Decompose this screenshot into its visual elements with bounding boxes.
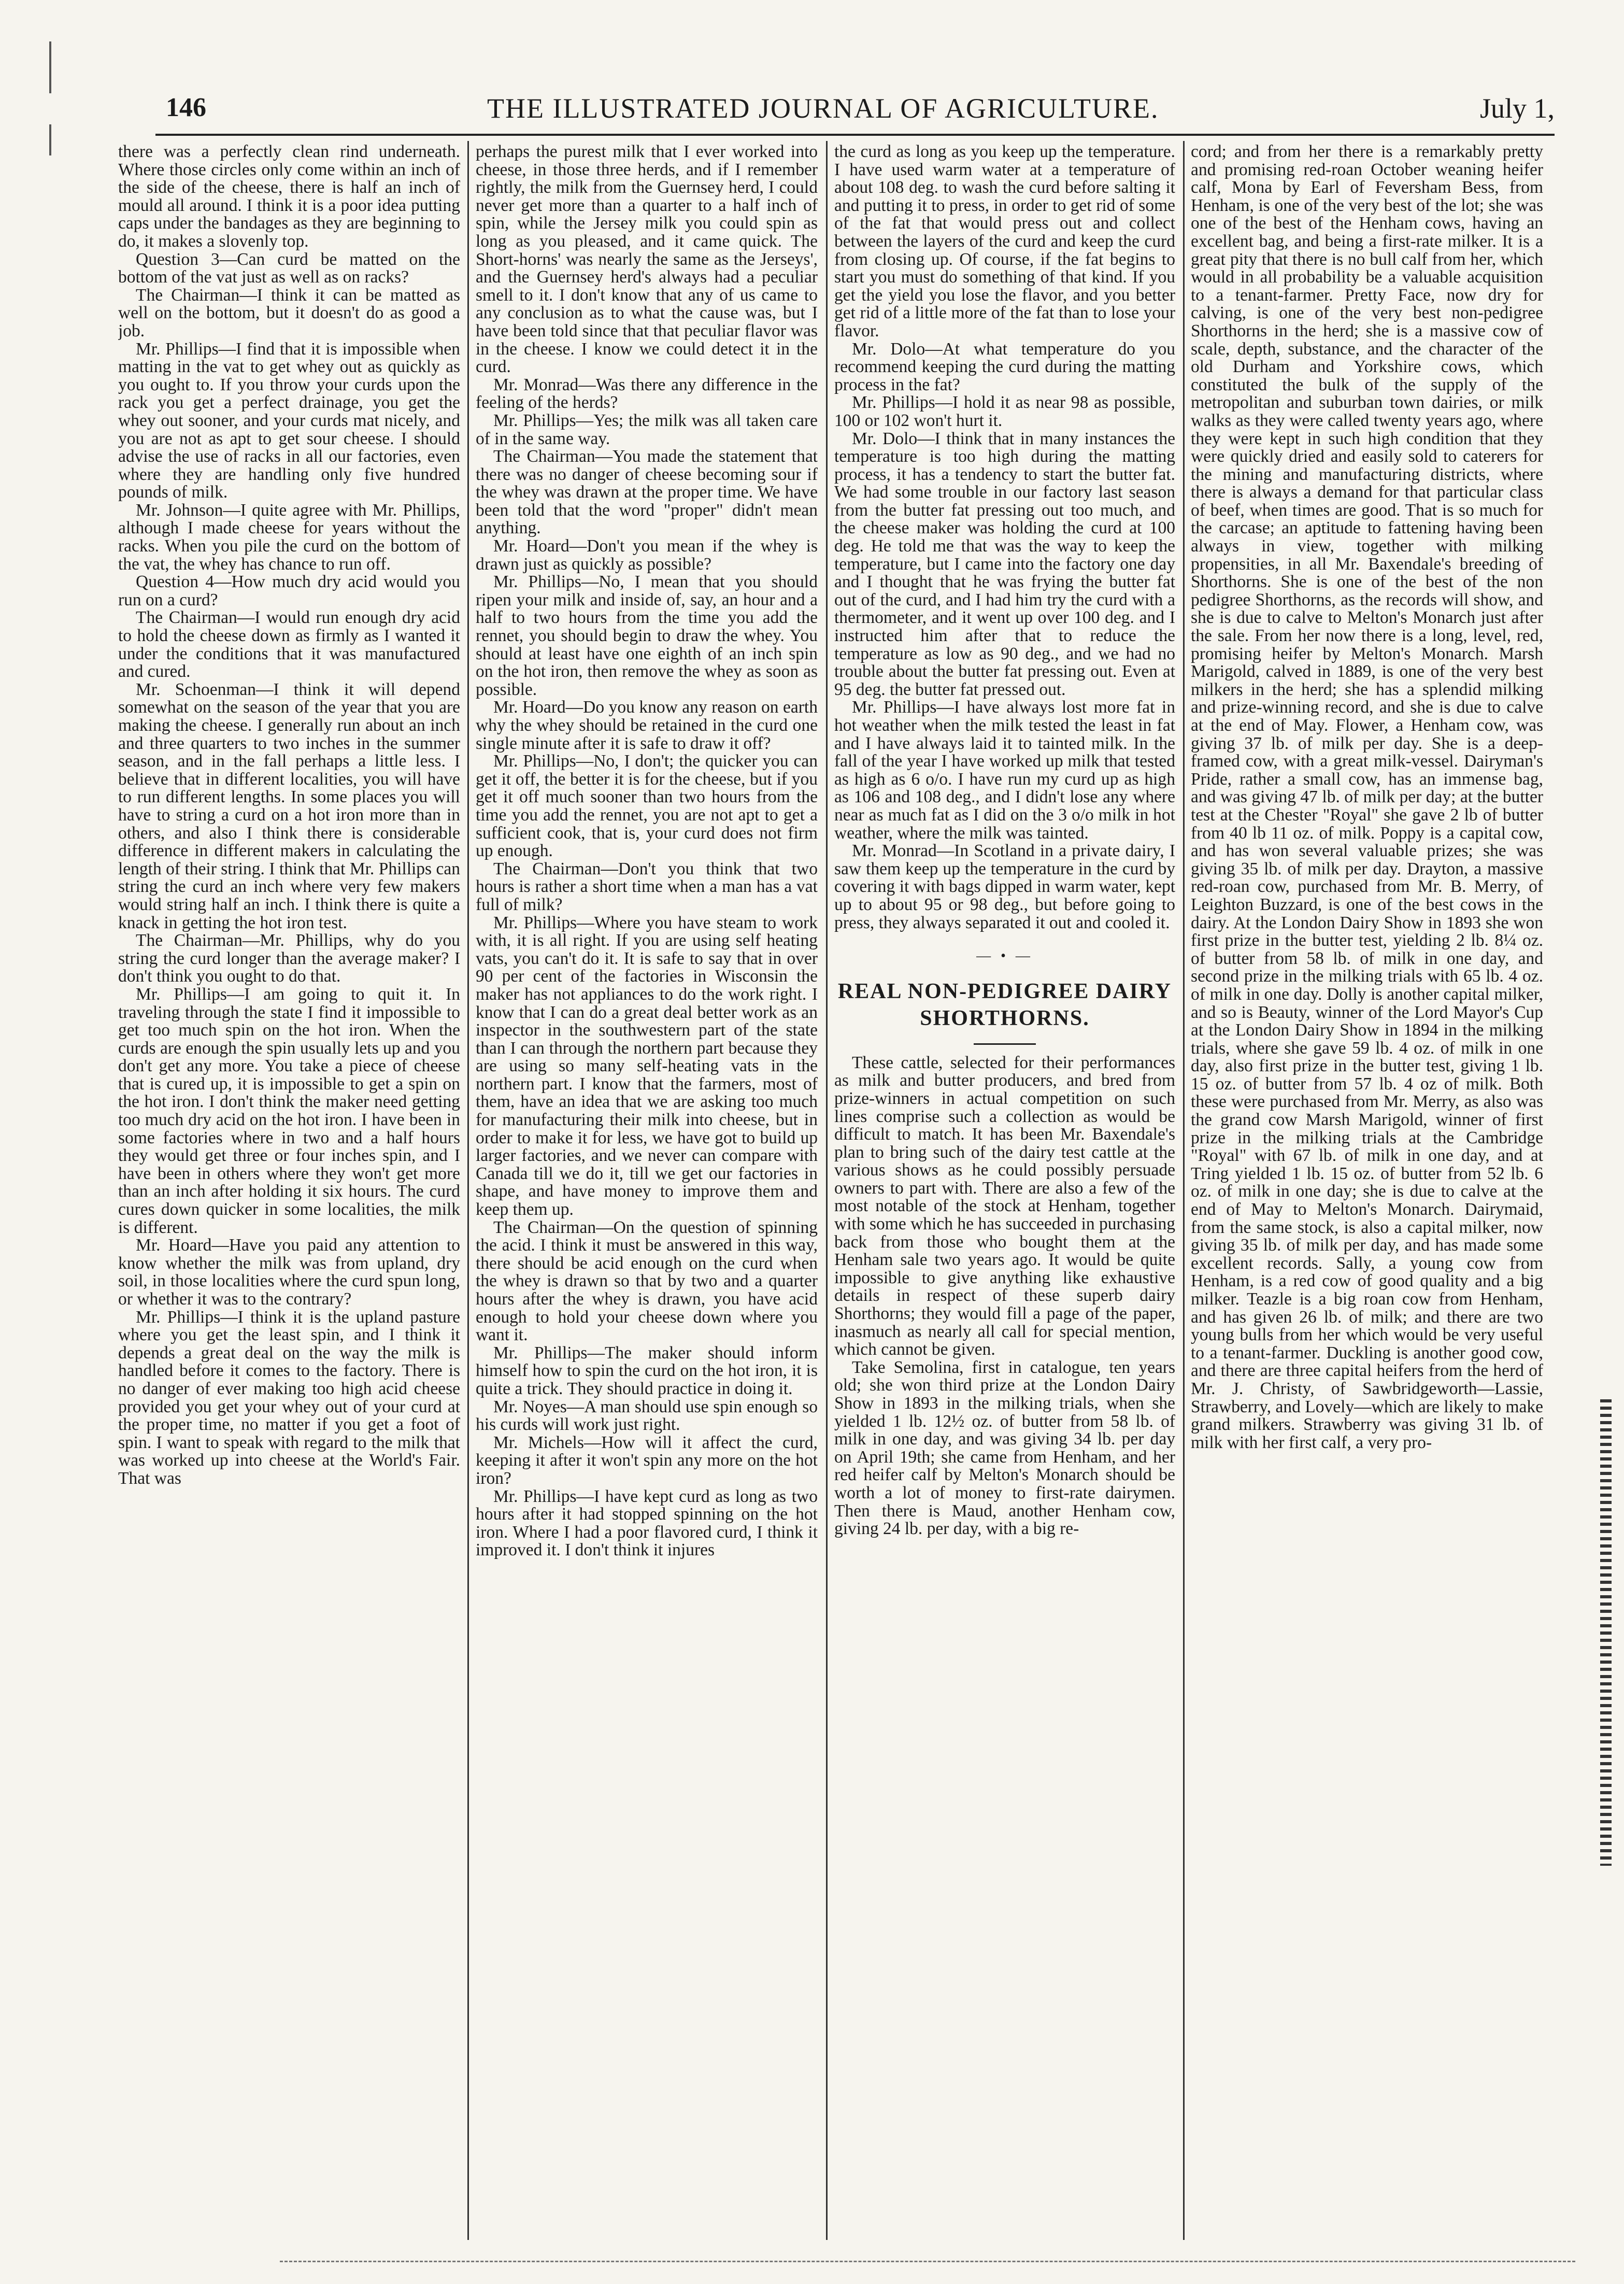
paragraph: The Chairman—Don't you think that two hours is rather a short time when a man has a vat full of milk?: [476, 859, 818, 914]
scan-edge-mark: [49, 41, 51, 93]
paragraph: Mr. Schoenman—I think it will depend somewhat on the season of the year that you are making the cheese. I generally run about an inch and three quarters to two inches in the summer season, and in the fall perhaps a little less. I believe that in different localities, you will have to run different lengths. In some places you will have to string a curd on a hot iron more than in others, and also I think there is considerable difference in different makers in calculating the length of their string. I think that Mr. Phillips can string the curd an inch where very few makers would string half an inch. I think there is quite a knack in getting the hot iron test.: [118, 679, 460, 932]
paragraph: Mr. Monrad—In Scotland in a private dairy, I saw them keep up the temperature in the curd by covering it with bags dipped in warm water, kept up to about 95 or 98 deg., but before going to press, they always separated it out and cooled it.: [834, 841, 1175, 932]
column-divider: [467, 141, 469, 2240]
paragraph: Mr. Phillips—I am going to quit it. In traveling through the state I find it impossible to get too much spin on the hot iron. When the curds are enough the spin usually lets up and you don't get any more. You take a piece of cheese that is cured up, it is impossible to get a spin on the hot iron. I don't think the maker need getting too much dry acid on the hot iron. I have been in some factories where in two and a half hours they would get three or four inches spin, and I have been in others where they won't get more than an inch after holding it six hours. The curd cures down quicker in some localities, the milk is different.: [118, 984, 460, 1237]
paragraph: Mr. Hoard—Do you know any reason on earth why the whey should be retained in the curd one single minute after it is safe to draw it off?: [476, 698, 818, 753]
paragraph: Mr. Dolo—I think that in many instances the temperature is too high during the matting process, it has a tendency to start the butter fat. We had some trouble in our factory last season from the butter fat pressing out too much, and the cheese maker was holding the curd at 100 deg. He told me that was the way to keep the temperature, but I came into the factory one day and I thought that he was frying the butter fat out of the curd, and I had him try the curd with a thermometer, and it went up over 100 deg. and I instructed him after that to reduce the temperature as low as 90 deg., and we had no trouble about the butter fat pressing out. Even at 95 deg. the butter fat pressed out.: [834, 429, 1175, 699]
journal-title: THE ILLUSTRATED JOURNAL OF AGRICULTURE.: [487, 93, 1159, 124]
paragraph: Mr. Noyes—A man should use spin enough so his curds will work just right.: [476, 1397, 818, 1435]
paragraph: Mr. Phillips—The maker should inform himself how to spin the curd on the hot iron, it is quite a trick. They should practice in doing it.: [476, 1343, 818, 1398]
paragraph: These cattle, selected for their performances as milk and butter producers, and bred from prize-winners in actual competition on such lines comprise such a collection as would be difficult to match. It has been Mr. Baxendale's plan to bring such of the dairy test cattle at the various shows as he could possibly persuade owners to part with. There are also a few of the most notable of the stock at Henham, together with some which he has succeeded in purchasing back from those who bought them at the Henham sale two years ago. It would be quite impossible to give anything like exhaustive details in respect of these superb dairy Shorthorns; they would fill a page of the paper, inasmuch as nearly all call for special mention, which cannot be given.: [834, 1053, 1175, 1359]
heading-rule: [974, 1043, 1036, 1045]
paragraph: Mr. Phillips—No, I mean that you should ripen your milk and inside of, say, an hour and a half to two hours from the time you add the rennet, you should begin to draw the whey. You should at least have one eighth of an inch spin on the hot iron, then remove the whey as soon as possible.: [476, 572, 818, 699]
column-1: [118, 143, 460, 2237]
paragraph: Take Semolina, first in catalogue, ten years old; she won third prize at the London Dairy Show in 1893 in the milking trials, when she yielded 1 lb. 12½ oz. of butter from 58 lb. of milk in one day, and was giving 34 lb. per day on April 19th; she came from Henham, and her red heifer calf by Melton's Monarch should be worth a lot of money to first-rate dairymen. Then there is Maud, another Henham cow, giving 24 lb. per day, with a big re-: [834, 1357, 1175, 1539]
scan-edge-strip: [1600, 1399, 1612, 1866]
paragraph: The Chairman—You made the statement that there was no danger of cheese becoming sour if the whey was drawn at the proper time. We have been told that the word "proper" didn't mean anything.: [476, 447, 818, 538]
separator-ornament: — • —: [976, 948, 1033, 964]
paragraph: Mr. Phillips—I find that it is impossible when matting in the vat to get whey out as quickly as you ought to. If you throw your curds upon the rack you get a perfect drainage, you get the whey out sooner, and your curds mat nicely, and you are not as apt to get sour cheese. I should advise the use of racks in all our factories, even where they are handling only five hundred pounds of milk.: [118, 339, 460, 502]
paragraph: perhaps the purest milk that I ever worked into cheese, in those three herds, and if I remember rightly, the milk from the Guernsey herd, I could never get more than a quarter to a half inch of spin, while the Jersey milk you could spin as long as you pleased, and it came quick. The Short-horns' was nearly the same as the Jerseys', and the Guernsey herd's always had a peculiar smell to it. I don't know that any of us came to any conclusion as to what the cause was, but I have been told since that that peculiar flavor was in the cheese. I know we could detect it in the curd.: [476, 143, 818, 377]
paragraph: there was a perfectly clean rind underneath. Where those circles only come within an inch of the side of the cheese, there is half an inch of mould all around. I think it is a poor idea putting caps under the bandages as they are beginning to do, it makes a slovenly top.: [118, 143, 460, 251]
paragraph: Mr. Phillips—Yes; the milk was all taken care of in the same way.: [476, 410, 818, 448]
paragraph: Mr. Phillips—I have always lost more fat in hot weather when the milk tested the least in fat and I have always laid it to tainted milk. In the fall of the year I have worked up milk that tested as high as 6 o/o. I have run my curd up as high as 106 and 108 deg., and I didn't lose any where near as much fat as I did on the 3 o/o milk in hot weather, where the milk was tainted.: [834, 698, 1175, 843]
paragraph: cord; and from her there is a remarkably pretty and promising red-roan October weaning heifer calf, Mona by Earl of Feversham Bess, from Henham, is one of the very best of the lot; she was one of the best of the Henham cows, having an excellent bag, and being a first-rate milker. It is a great pity that there is no bull calf from her, which would in all probability be a valuable acquisition to a tenant-farmer. Pretty Face, now dry for calving, is one of the very best non-pedigree Shorthorns in the herd; she is a massive cow of scale, depth, substance, and the character of the old Durham and Yorkshire cows, which constituted the bulk of the supply of the metropolitan and suburban town dairies, or milk walks as they were called twenty years ago, where they were kept in such high condition that they were quickly dried and easily sold to caterers for the mining and manufacturing districts, where there is always a demand for that particular class of beef, when times are good. That is so much for the carcase; an aptitude to fattening having been always in view, together with milking propensities, in all Mr. Baxendale's breeding of Shorthorns. She is one of the best of the non pedigree Shorthorns, as the records will show, and she is due to calve to Melton's Monarch just after the sale. From her now there is a long, level, red, promising heifer by Melton's Monarch. Marsh Marigold, calved in 1889, is one of the very best milkers in the herd; she has a splendid milking and prize-winning record, and she is due to calve at the end of May. Flower, a Henham cow, was giving 37 lb. of milk per day. She is a deep-framed cow, with a great milk-vessel. Dairyman's Pride, rather a small cow, has an immense bag, and was giving 47 lb. of milk per day; at the butter test at the Chester "Royal" she gave 2 lb of butter from 40 lb 11 oz. of milk. Poppy is a capital cow, and has won several valuable prizes; she was giving 35 lb. of milk per day. Drayton, a massive red-roan cow, purchased from Mr. B. Merry, of Leighton Buzzard, is one of the best cows in the dairy. At the London Dairy Show in 1893 she won first prize in the butter test, yielding 2 lb. 8¼ oz. of butter from 58 lb. of milk in one day, and second prize in the milking trials with 65 lb. 4 oz. of milk in one day. Dolly is another capital milker, and so is Beauty, winner of the Lord Mayor's Cup at the London Dairy Show in 1894 in the milking trials, where she gave 59 lb. 4 oz. of milk in one day, also first prize in the butter test, giving 1 lb. 15 oz. of butter from 57 lb. 4 oz of milk. Both these were purchased from Mr. Merry, as also was the grand cow Marsh Marigold, winner of first prize in the milking trials at the Cambridge "Royal" with 67 lb. of milk in one day, and at Tring yielded 1 lb. 15 oz. of butter from 52 lb. 6 oz. of milk in one day; she is due to calve at the end of May to Melton's Monarch. Dairymaid, from the same stock, is also a capital milker, now giving 35 lb. of milk per day, and has made some excellent records. Sally, a young cow from Henham, is a red cow of good quality and a big milker. Teazle is a big roan cow from Henham, and has given 26 lb. of milk; and there are two young bulls from her which would be very useful to a tenant-farmer. Duckling is another good cow, and there are three capital heifers from the herd of Mr. J. Christy, of Sawbridgeworth—Lassie, Strawberry, and Lovely—which are likely to make grand milkers. Strawberry was giving 31 lb. of milk with her first calf, a very pro-: [1191, 143, 1543, 1452]
paragraph: the curd as long as you keep up the temperature. I have used warm water at a temperature of about 108 deg. to wash the curd before salting it and putting it to press, in order to get rid of some of the fat that would press out and collect between the layers of the curd and keep the curd from closing up. Of course, if the fat begins to start you must do something of that kind. If you get the yield you lose the flavor, and you better get rid of a little more of the fat than to lose your flavor.: [834, 143, 1175, 341]
paragraph: Mr. Phillips—I have kept curd as long as two hours after it had stopped spinning on the hot iron. Where I had a poor flavored curd, I think it improved it. I don't think it injures: [476, 1486, 818, 1560]
paragraph: Mr. Johnson—I quite agree with Mr. Phillips, although I made cheese for years without the racks. When you pile the curd on the bottom of the vat, the whey has chance to run off.: [118, 500, 460, 574]
page-header: [155, 92, 1555, 134]
paragraph: Question 4—How much dry acid would you run on a curd?: [118, 572, 460, 609]
paragraph: The Chairman—On the question of spinning the acid. I think it must be answered in this way, there should be acid enough on the curd when the whey is drawn so that by two and a quarter hours after the whey is drawn, you have acid enough to hold your cheese down where you want it.: [476, 1217, 818, 1345]
bottom-rule: [280, 2261, 1575, 2262]
paragraph: Mr. Monrad—Was there any difference in the feeling of the herds?: [476, 375, 818, 413]
column-divider: [1183, 141, 1185, 2240]
paragraph: Mr. Hoard—Don't you mean if the whey is drawn just as quickly as possible?: [476, 536, 818, 574]
column-3: [834, 143, 1175, 2237]
paragraph: Mr. Michels—How will it affect the curd, keeping it after it won't spin any more on the hot iron?: [476, 1432, 818, 1488]
article-heading: REAL NON-PEDIGREE DAIRY SHORTHORNS.: [837, 979, 1172, 1030]
paragraph: Mr. Phillips—I think it is the upland pasture where you get the least spin, and I think it depends a great deal on the way the milk is handled before it comes to the factory. There is no danger of ever making too high acid cheese provided you get your whey out of your curd at the proper time, no matter if you get a foot of spin. I want to speak with regard to the milk that was worked up into cheese at the World's Fair. That was: [118, 1307, 460, 1488]
paragraph: The Chairman—I think it can be matted as well on the bottom, but it doesn't do as good a job.: [118, 285, 460, 341]
paragraph: Mr. Phillips—I hold it as near 98 as possible, 100 or 102 won't hurt it.: [834, 393, 1175, 430]
paragraph: The Chairman—Mr. Phillips, why do you string the curd longer than the average maker? I don't think you ought to do that.: [118, 931, 460, 986]
column-divider: [826, 141, 828, 2240]
column-2: [476, 143, 818, 2237]
paragraph: Mr. Phillips—Where you have steam to work with, it is all right. If you are using self heating vats, you can't do it. It is safe to say that in over 90 per cent of the factories in Wisconsin the maker has not appliances to do the work right. I know that I can do a great deal better work as an inspector in the southwestern part of the state than I can through the northern part because they are using so many self-heating vats in the northern part. I know that the farmers, most of them, have an idea that we are asking too much for manufacturing their milk into cheese, but in order to make it for less, we have got to build up larger factories, and we never can compare with Canada till we do it, till we get our factories in shape, and have money to improve them and keep them up.: [476, 913, 818, 1219]
paragraph: Mr. Phillips—No, I don't; the quicker you can get it off, the better it is for the cheese, but if you get it off much sooner than two hours from the time you add the rennet, you are not apt to get a sufficient cook, that is, your curd does not firm up enough.: [476, 751, 818, 861]
paragraph: Question 3—Can curd be matted on the bottom of the vat just as well as on racks?: [118, 249, 460, 287]
column-4: [1191, 143, 1543, 2237]
scan-edge-mark: [49, 124, 51, 155]
paragraph: Mr. Hoard—Have you paid any attention to know whether the milk was from upland, dry soil, in those localities where the curd spun long, or whether it was to the contrary?: [118, 1236, 460, 1309]
paragraph: Mr. Dolo—At what temperature do you recommend keeping the curd during the matting process in the fat?: [834, 339, 1175, 394]
issue-date: July 1,: [1479, 93, 1555, 124]
page-number: 146: [166, 93, 206, 122]
article-header: [834, 947, 1175, 1045]
header-rule: [155, 134, 1555, 136]
paragraph: The Chairman—I would run enough dry acid to hold the cheese down as firmly as I wanted it under the conditions that it was manufactured and cured.: [118, 608, 460, 682]
